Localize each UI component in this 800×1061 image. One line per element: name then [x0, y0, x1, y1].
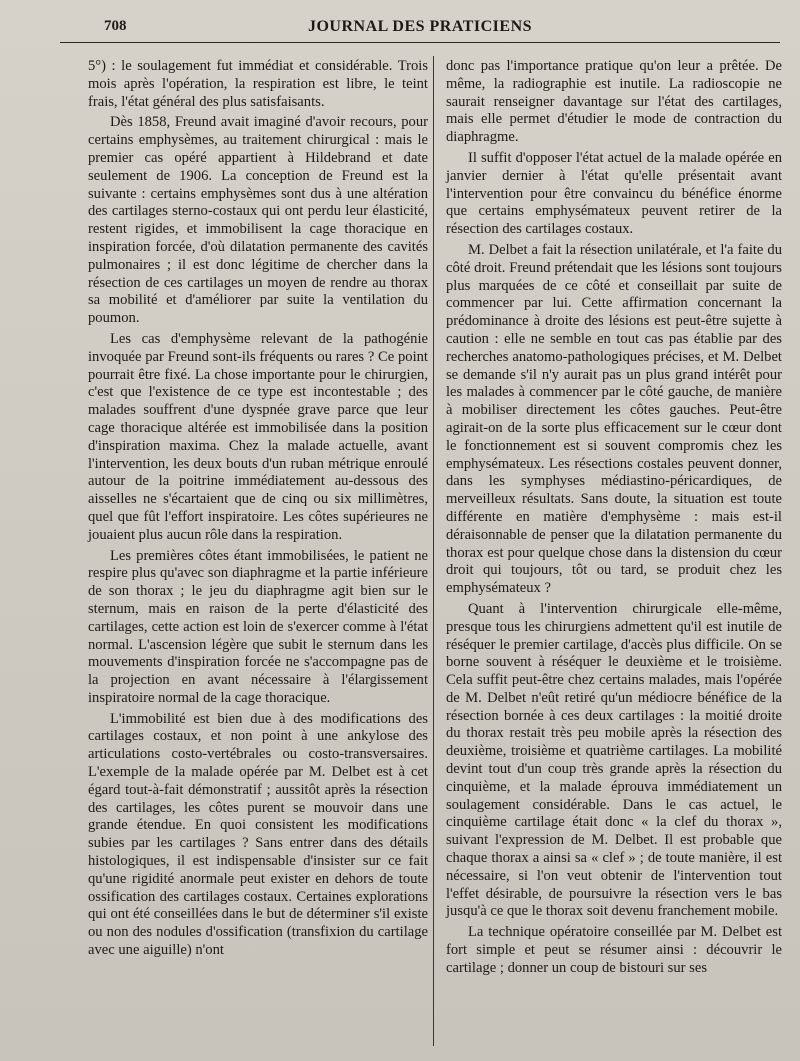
page-number: 708 [104, 18, 127, 34]
paragraph: L'immobilité est bien due à des modifications des cartilages costaux, et non point à une ankylose des articulations costo-vertébrales ou costo-transversaires. L'exemple de la malade opérée par M. Delbet est à cet égard tout-à-fait démonstratif ; aussitôt après la résection des cartilages, les côtes purent se mouvoir dans une grande étendue. En quoi consistent les modifications subies par les cartilages ? Sans entrer dans des détails histologiques, il est indispensable d'insister sur ce fait qu'une rigidité anormale peut exister en dehors de toute ossification des cartilages costaux. Certaines explorations qui ont été conseillées dans le but de déterminer s'il existe ou non des nodules d'ossification (transfixion du cartilage avec une aiguille) n'ont [88, 710, 428, 959]
paragraph: Les premières côtes étant immobilisées, le patient ne respire plus qu'avec son diaphragme et la partie inférieure de son thorax ; le jeu du diaphragme agit bien sur le sternum, mais en raison de la perte d'élasticité des cartilages, cette action est loin de s'exercer comme à l'état normal. L'ascension légère que subit le sternum dans les mouvements d'inspiration forcée ne s'accompagne pas de la projection en avant nécessaire à l'élargissement inspiratoire normal de la cage thoracique. [88, 547, 428, 706]
right-column [446, 58, 782, 981]
column-divider [433, 56, 434, 1046]
paragraph: 5°) : le soulagement fut immédiat et considérable. Trois mois après l'opération, la respiration est libre, le teint frais, l'état général des plus satisfaisants. [88, 58, 428, 110]
paragraph: Il suffit d'opposer l'état actuel de la malade opérée en janvier dernier à l'état qu'elle présentait avant l'intervention pour être convaincu du bénéfice énorme que certains emphysémateux peuvent retirer de la résection des cartilages costaux. [446, 149, 782, 238]
page-header [60, 18, 780, 43]
paragraph: Dès 1858, Freund avait imaginé d'avoir recours, pour certains emphysèmes, au traitement chirurgical : mais le premier cas opéré appartient à Hildebrand et date seulement de 1906. La conception de Freund est la suivante : certains emphysèmes sont dus à une altération des cartilages sterno-costaux qui ont perdu leur élasticité, restent rigides, et immobilisent la cage thoracique en inspiration forcée, d'où dilatation permanente des cavités pulmonaires ; il est donc légitime de chercher dans la résection de ces cartilages un moyen de rendre au thorax sa mobilité et d'améliorer par suite la ventilation du poumon. [88, 114, 428, 327]
paragraph: Les cas d'emphysème relevant de la pathogénie invoquée par Freund sont-ils fréquents ou rares ? Ce point pourrait être fixé. La chose importante pour le chirurgien, c'est que l'existence de ce type est incontestable ; des malades souffrent d'une dyspnée grave parce que leur cage thoracique altérée est immobilisée dans la position d'inspiration maxima. Chez la malade actuelle, avant l'intervention, les deux bouts d'un ruban métrique enroulé autour de la poitrine immédiatement au-dessous des aisselles ne s'écartaient que de cinq ou six millimètres, quel que fût l'effort inspiratoire. Les côtes supérieures ne jouaient plus aucun rôle dans la respiration. [88, 330, 428, 543]
journal-title: JOURNAL DES PRATICIENS [307, 18, 533, 35]
left-column [88, 58, 428, 963]
paragraph: Quant à l'intervention chirurgicale elle-même, presque tous les chirurgiens admettent qu'il est inutile de réséquer le premier cartilage, d'accès plus difficile. On se borne souvent à réséquer le deuxième et le troisième. Cela suffit peut-être chez certains malades, mais l'opérée de M. Delbet n'eût retiré qu'un médiocre bénéfice de la résection bornée à ces deux cartilages : la moitié droite du thorax restait très peu mobile après la résection des deuxième, troisième et quatrième cartilages. La mobilité devint tout d'un coup très grande après la résection du cinquième, et la malade éprouva immédiatement un soulagement considérable. Dans le cas actuel, le cinquième cartilage était donc « la clef du thorax », suivant l'expression de M. Delbet. Il est probable que chaque thorax a ainsi sa « clef » ; de toute manière, il est nécessaire, si l'on veut obtenir de l'intervention tout l'effet désirable, de poursuivre la résection vers le bas jusqu'à ce que le thorax soit devenu franchement mobile. [446, 600, 782, 920]
paragraph: M. Delbet a fait la résection unilatérale, et l'a faite du côté droit. Freund prétendait que les lésions sont toujours plus marquées de ce côté et conseillait par suite de commencer par lui. Cette affirmation concernant la prédominance à droite des lésions est peut-être sujette à caution : elle ne semble en tout cas pas établie par des recherches anatomo-pathologiques précises, et M. Delbet se demande s'il n'y aurait pas un plus grand intérêt pour les malades à commencer par le côté gauche, de manière à mobiliser directement les côtes gauches. Peut-être agirait-on de la sorte plus efficacement sur le cœur dont le fonctionnement est si souvent compromis chez les emphysémateux. Les résections costales peuvent donner, dans les symphyses médiastino-péricardiques, de merveilleux résultats. Sans doute, la situation est toute différente en matière d'emphysème : mais est-il déraisonnable de penser que la dilatation permanente du thorax est pour quelque chose dans la distension du cœur droit qui toujours, tôt ou tard, se produit chez les emphysémateux ? [446, 241, 782, 597]
paragraph: donc pas l'importance pratique qu'on leur a prêtée. De même, la radiographie est inutile. La radioscopie ne saurait renseigner davantage sur l'état des cartilages, mais elle permet d'étudier le mode de contraction du diaphragme. [446, 58, 782, 146]
paragraph: La technique opératoire conseillée par M. Delbet est fort simple et peut se résumer ainsi : découvrir le cartilage ; donner un coup de bistouri sur ses [446, 924, 782, 976]
